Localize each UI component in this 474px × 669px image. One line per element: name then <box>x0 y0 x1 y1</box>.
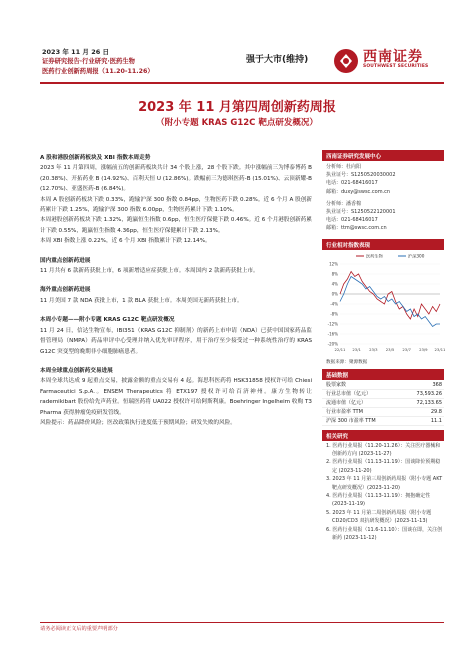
section-heading: 本周全球重点创新药交易进展 <box>40 367 113 374</box>
basics-key: 行业总市值（亿元） <box>326 390 372 397</box>
y-tick-label: -16% <box>327 331 338 337</box>
report-category: 证券研究报告·行业研究·医药生物 <box>42 58 135 65</box>
basics-value: 368 <box>432 381 442 388</box>
related-item[interactable]: 6. 医药行业周报（11.6-11.10）：国谈在即，关注创新药 (2023-11-12) <box>326 526 443 542</box>
analyst-info <box>322 163 444 233</box>
analyst-name: 分析师：潘香棉 <box>326 200 362 207</box>
basics-value: 73,593.26 <box>416 390 442 397</box>
basics-row <box>322 417 444 426</box>
basics-key: 股票家数 <box>326 381 347 388</box>
analyst-cert: 执业证号：S1250522120001 <box>326 209 396 216</box>
basics-key: 流通市值（亿元） <box>326 399 367 406</box>
basics-heading: 基础数据 <box>322 369 444 380</box>
paragraph: 本周港股创新药板块下跌 1.32%，跑赢恒生指数 0.6pp，恒生医疗保健下跌 0.46%。近 6 个月港股创新药累计下跌 0.55%，跑赢恒生指数 4.36pp，恒生医疗保健累计下跌 2.13%。 <box>40 217 312 234</box>
section-heading: 海外重点创新药进展 <box>40 287 91 294</box>
legend-label: 沪深300 <box>408 253 425 259</box>
related-heading: 相关研究 <box>322 430 444 441</box>
analyst-email[interactable]: 邮箱：ttm@swsc.com.cn <box>326 225 387 232</box>
analyst-name: 分析师：杜向阳 <box>326 164 362 170</box>
related-item[interactable]: 2. 医药行业周报（11.13-11.19）：国谈降价预期稳定 (2023-11-20) <box>326 459 441 474</box>
y-tick-label: -20% <box>327 341 338 347</box>
industry-rating: 强于大市(维持) <box>246 55 309 65</box>
x-tick-label: 23/11 <box>434 346 446 352</box>
y-tick-label: 4% <box>331 281 338 287</box>
x-tick-label: 22/11 <box>334 346 346 352</box>
y-tick-label: 12% <box>329 261 338 267</box>
related-item[interactable]: 1. 医药行业周报（11.20-11.26）：关注医疗器械和创新药方向 (2023-11-27) <box>326 442 441 458</box>
analyst-cert: 执业证号：S1250520030002 <box>326 172 396 179</box>
basics-row <box>322 399 444 408</box>
basics-table <box>322 381 444 426</box>
logo-text-en: SOUTHWEST SECURITIES <box>363 64 429 69</box>
x-tick-label: 23/1 <box>352 346 361 352</box>
brand-logo <box>332 45 442 77</box>
legend-label: 医药生物 <box>366 253 383 259</box>
basics-key: 行业市盈率 TTM <box>326 408 363 415</box>
basics-value: 72,133.65 <box>416 399 442 406</box>
x-tick-label: 23/3 <box>369 346 378 352</box>
paragraph: 本周全球共达成 9 起重点交易，披露金额的重点交易有 4 起。海思科医药将 HSK31858 授权许可给 Chiesi Farmaceutici S.p.A.。ENSEM Therapeutics 将 ETX197 授权许可给百济神州。康方生物转让 rademikibart 股份给先声药业。恒瑞医药将 UA022 授权许可给阿斯利康。Boehringer Ingelheim 收购 T3 Pharma 获得肿瘤免疫研发管线。 <box>40 378 312 416</box>
related-item[interactable]: 3. 2023 年 11 月第三周创新药周报（附小专题 AKT 靶点研发概况）(2023-11-20) <box>326 476 443 491</box>
report-series: 医药行业创新药周报（11.20-11.26） <box>42 68 154 75</box>
relative-index-chart <box>322 250 444 358</box>
y-tick-label: 8% <box>331 271 338 277</box>
series-line-0 <box>340 271 440 319</box>
basics-row <box>322 381 444 390</box>
basics-value: 29.8 <box>430 408 442 415</box>
y-tick-label: 0% <box>331 291 338 297</box>
paragraph: 11 月 24 日，信达生物宣布，IBI351（KRAS G12C 抑制剂）的新药上市申请（NDA）已获中国国家药品监督管理局（NMPA）药品审评中心受理并纳入优先审评程序，用于治疗至少接受过一种系统性治疗的 KRAS G12C 突变型的晚期非小细胞肺癌患者。 <box>40 327 312 355</box>
report-subtitle: （附小专题 KRAS G12C 靶点研发概况） <box>156 118 318 128</box>
line-chart <box>322 250 444 358</box>
x-tick-label: 23/9 <box>419 346 428 352</box>
y-tick-label: -12% <box>327 321 338 327</box>
sidebar <box>322 150 444 543</box>
section-heading: 国内重点创新药进展 <box>40 257 91 264</box>
footer-disclaimer: 请务必阅读正文后的重要声明部分 <box>40 626 118 632</box>
main-body <box>40 150 312 428</box>
relative-index-heading: 行业相对指数表现 <box>322 239 444 250</box>
paragraph: 11 月美国 7 款 NDA 获批上市，1 款 BLA 获批上市。本周美国无新药获批上市。 <box>40 297 243 304</box>
report-title: 2023 年 11 月第四周创新药周报 <box>138 100 336 115</box>
y-tick-label: -8% <box>330 311 338 317</box>
risk-note: 风险提示：药品降价风险；医改政策执行进度低于预期风险；研发失败的风险。 <box>40 419 236 426</box>
report-date: 2023 年 11 月 26 日 <box>42 48 109 56</box>
y-tick-label: -4% <box>330 301 338 307</box>
x-tick-label: 23/5 <box>385 346 395 352</box>
analyst-phone: 电话：021-68416017 <box>326 180 378 187</box>
section-heading: 本周小专题——附小专题 KRAS G12C 靶点研发概况 <box>40 317 175 324</box>
paragraph: 2023 年 11 月第四周，涨幅前五的创新药板块共计 34 个股上涨，28 个股下跌。其中涨幅前三为博泰博药 B (20.38%)、开拓药业 B (14.92%)、百利天恒 U (12.86%)。跌幅前三为德琪医药-B (15.01%)、云顶新耀-B (12.70%)、亚盛医药-B (6.84%)。 <box>40 165 312 193</box>
related-list <box>322 442 444 543</box>
paragraph: 本周 A 股创新药板块下跌 0.33%，跑输沪深 300 指数 0.84pp，生物医药下跌 0.28%。近 6 个月 A 股创新药累计下跌 1.25%，跑输沪深 300 指数 6.00pp，生物医药累计下跌 1.10%。 <box>40 196 312 214</box>
basics-row <box>322 408 444 417</box>
logo-text: 西南证券 <box>363 49 423 65</box>
analyst-email[interactable]: 邮箱：duxy@swsc.com.cn <box>326 188 391 195</box>
header-divider <box>40 82 444 84</box>
basics-key: 沪深 300 市盈率 TTM <box>326 417 376 424</box>
analysts-heading: 西南证券研究发展中心 <box>322 150 444 161</box>
x-tick-label: 23/7 <box>402 346 411 352</box>
related-item[interactable]: 5. 2023 年 11 月第二周创新药周报（附小专题 CD20/CD3 双抗研发概况）(2023-11-13) <box>326 509 432 525</box>
logo-mark-icon <box>332 47 360 75</box>
paragraph: 11 月共有 6 款新药获批上市，6 项新增适应症获批上市。本周国内 2 款新药获批上市。 <box>40 268 259 275</box>
paragraph: 本周 XBI 指数上涨 0.22%，近 6 个月 XBI 指数累计下跌 12.14%。 <box>40 238 211 245</box>
chart-source: 数据来源：聚源数据 <box>326 359 368 365</box>
section-heading: A 股和港股创新药板块及 XBI 指数本周走势 <box>40 155 151 161</box>
related-item[interactable]: 4. 医药行业周报（11.13-11.19）：拥抱确定性 (2023-11-19) <box>326 493 431 508</box>
analyst-phone: 电话：021-68416017 <box>326 217 378 224</box>
footer-divider <box>40 622 444 623</box>
basics-row <box>322 390 444 399</box>
basics-value: 11.1 <box>430 417 442 424</box>
